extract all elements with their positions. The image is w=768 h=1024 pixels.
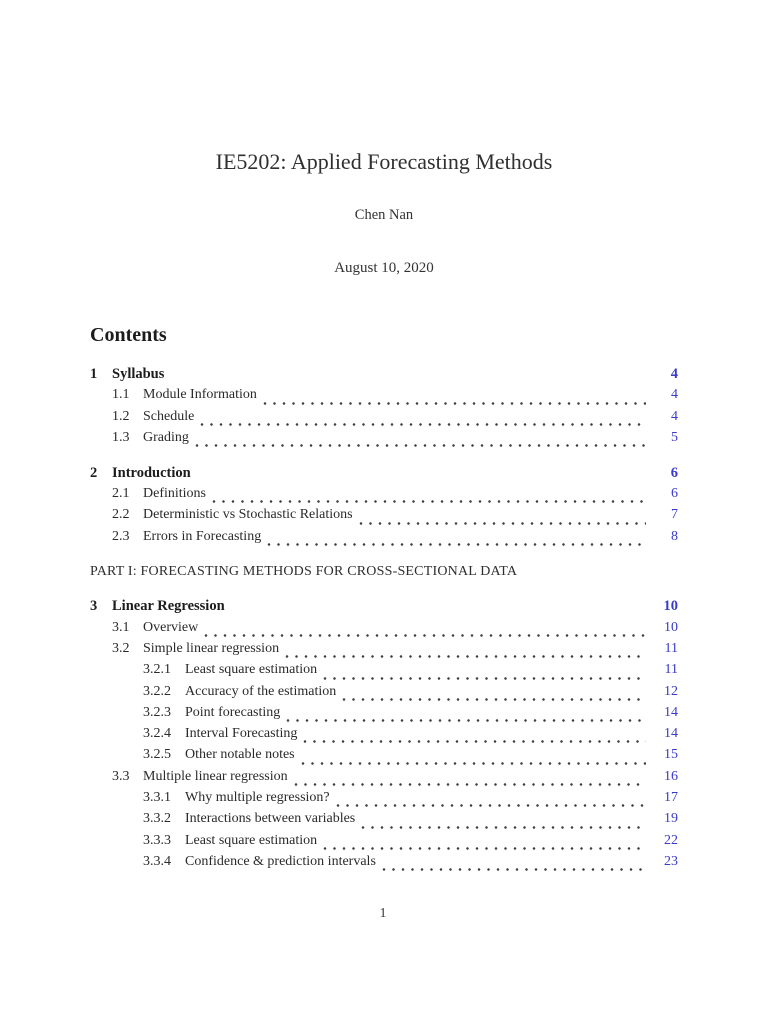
toc-part-divider	[90, 564, 678, 585]
toc-row-sub-2.1[interactable]	[90, 486, 678, 507]
toc-page-number: 10	[664, 619, 678, 635]
dot-leader	[286, 718, 646, 723]
toc-entry-number: 1.2	[112, 408, 130, 424]
dot-leader	[382, 867, 646, 872]
toc-entry-number: 1.1	[112, 387, 130, 403]
toc-row-sub-3.3[interactable]	[90, 769, 678, 790]
dot-leader	[361, 825, 646, 830]
toc-entry-label: Least square estimation	[185, 662, 318, 678]
toc-entry-number: 2	[90, 464, 98, 481]
toc-entry-label: Simple linear regression	[143, 640, 280, 656]
toc-row-subsub-3.3.1[interactable]	[90, 790, 678, 811]
toc-page-number: 4	[670, 366, 678, 383]
toc-page-number: 14	[664, 726, 678, 742]
toc-page-number: 15	[664, 747, 678, 763]
toc-row-subsub-3.2.5[interactable]	[90, 747, 678, 768]
contents-heading: Contents	[90, 324, 167, 347]
toc-entry-number: 2.1	[112, 486, 130, 502]
toc-entry-number: 3.2.3	[143, 704, 171, 720]
part-divider-label: PART I: FORECASTING METHODS FOR CROSS-SECTIONAL DATA	[90, 563, 518, 579]
toc-page-number: 10	[663, 598, 678, 615]
toc-entry-label: Interactions between variables	[185, 811, 356, 827]
toc-page-number: 7	[671, 507, 678, 523]
toc-entry-label: Introduction	[112, 464, 191, 481]
toc-page-number: 16	[664, 768, 678, 784]
toc-entry-label: Other notable notes	[185, 747, 295, 763]
dot-leader	[204, 633, 646, 638]
toc-entry-label: Errors in Forecasting	[143, 528, 262, 544]
toc-entry-number: 2.2	[112, 507, 130, 523]
toc-row-sub-3.2[interactable]	[90, 641, 678, 662]
dot-leader	[200, 422, 646, 427]
toc-entry-label: Accuracy of the estimation	[185, 683, 337, 699]
dot-leader	[267, 542, 646, 547]
toc-row-sub-1.3[interactable]	[90, 430, 678, 451]
toc-row-section-2[interactable]	[90, 465, 678, 486]
table-of-contents	[90, 366, 678, 875]
toc-entry-label: Why multiple regression?	[185, 790, 330, 806]
toc-entry-number: 3.2.4	[143, 726, 171, 742]
toc-entry-label: Multiple linear regression	[143, 768, 288, 784]
toc-entry-number: 3.3.4	[143, 853, 171, 869]
document-author: Chen Nan	[354, 207, 414, 224]
toc-page-number: 19	[664, 811, 678, 827]
toc-entry-label: Definitions	[143, 486, 206, 502]
toc-entry-number: 3	[90, 598, 98, 615]
dot-leader	[285, 654, 646, 659]
dot-leader	[323, 846, 646, 851]
toc-entry-label: Schedule	[143, 408, 195, 424]
toc-entry-number: 2.3	[112, 528, 130, 544]
toc-entry-number: 3.1	[112, 619, 130, 635]
dot-leader	[195, 443, 646, 448]
dot-leader	[336, 803, 646, 808]
footer-page-number: 1	[379, 906, 387, 921]
toc-page-number: 23	[664, 853, 678, 869]
toc-entry-label: Confidence & prediction intervals	[185, 853, 376, 869]
dot-leader	[212, 499, 646, 504]
toc-row-sub-1.1[interactable]	[90, 387, 678, 408]
document-date: August 10, 2020	[334, 260, 434, 277]
toc-entry-label: Module Information	[143, 387, 257, 403]
toc-page-number: 12	[664, 683, 678, 699]
toc-entry-label: Least square estimation	[185, 832, 318, 848]
toc-entry-number: 1.3	[112, 430, 130, 446]
toc-page-number: 17	[664, 790, 678, 806]
dot-leader	[342, 697, 646, 702]
toc-entry-number: 3.2.1	[143, 662, 171, 678]
toc-row-subsub-3.3.2[interactable]	[90, 811, 678, 832]
toc-entry-label: Syllabus	[112, 366, 165, 383]
toc-entry-number: 3.3.3	[143, 832, 171, 848]
toc-row-section-3[interactable]	[90, 598, 678, 619]
toc-row-sub-1.2[interactable]	[90, 409, 678, 430]
dot-leader	[263, 401, 646, 406]
toc-row-subsub-3.3.3[interactable]	[90, 833, 678, 854]
toc-entry-label: Linear Regression	[112, 598, 225, 615]
toc-entry-number: 3.3.2	[143, 811, 171, 827]
toc-page-number: 11	[664, 640, 678, 656]
dot-leader	[301, 761, 646, 766]
toc-row-subsub-3.3.4[interactable]	[90, 854, 678, 875]
toc-entry-label: Grading	[143, 430, 189, 446]
toc-entry-label: Interval Forecasting	[185, 726, 298, 742]
toc-entry-number: 3.2.2	[143, 683, 171, 699]
toc-page-number: 5	[671, 430, 678, 446]
toc-entry-label: Deterministic vs Stochastic Relations	[143, 507, 353, 523]
toc-page-number: 6	[670, 464, 678, 481]
title-block	[90, 150, 678, 277]
toc-row-subsub-3.2.2[interactable]	[90, 684, 678, 705]
toc-page-number: 4	[671, 387, 678, 403]
toc-page-number: 22	[664, 832, 678, 848]
toc-page-number: 4	[671, 408, 678, 424]
toc-row-sub-3.1[interactable]	[90, 620, 678, 641]
toc-entry-number: 3.2	[112, 640, 130, 656]
toc-row-subsub-3.2.1[interactable]	[90, 662, 678, 683]
toc-row-sub-2.2[interactable]	[90, 507, 678, 528]
document-page	[90, 0, 678, 875]
dot-leader	[323, 676, 646, 681]
toc-page-number: 11	[664, 662, 678, 678]
dot-leader	[294, 782, 646, 787]
toc-page-number: 6	[671, 486, 678, 502]
toc-row-subsub-3.2.3[interactable]	[90, 705, 678, 726]
dot-leader	[359, 521, 646, 526]
toc-entry-number: 1	[90, 366, 98, 383]
toc-entry-label: Overview	[143, 619, 199, 635]
toc-entry-number: 3.2.5	[143, 747, 171, 763]
toc-row-sub-2.3[interactable]	[90, 529, 678, 550]
toc-row-section-1[interactable]	[90, 366, 678, 387]
toc-entry-label: Point forecasting	[185, 704, 281, 720]
document-title: IE5202: Applied Forecasting Methods	[215, 149, 553, 174]
toc-page-number: 8	[671, 528, 678, 544]
toc-row-subsub-3.2.4[interactable]	[90, 726, 678, 747]
dot-leader	[303, 739, 646, 744]
toc-entry-number: 3.3	[112, 768, 130, 784]
toc-entry-number: 3.3.1	[143, 790, 171, 806]
toc-page-number: 14	[664, 704, 678, 720]
